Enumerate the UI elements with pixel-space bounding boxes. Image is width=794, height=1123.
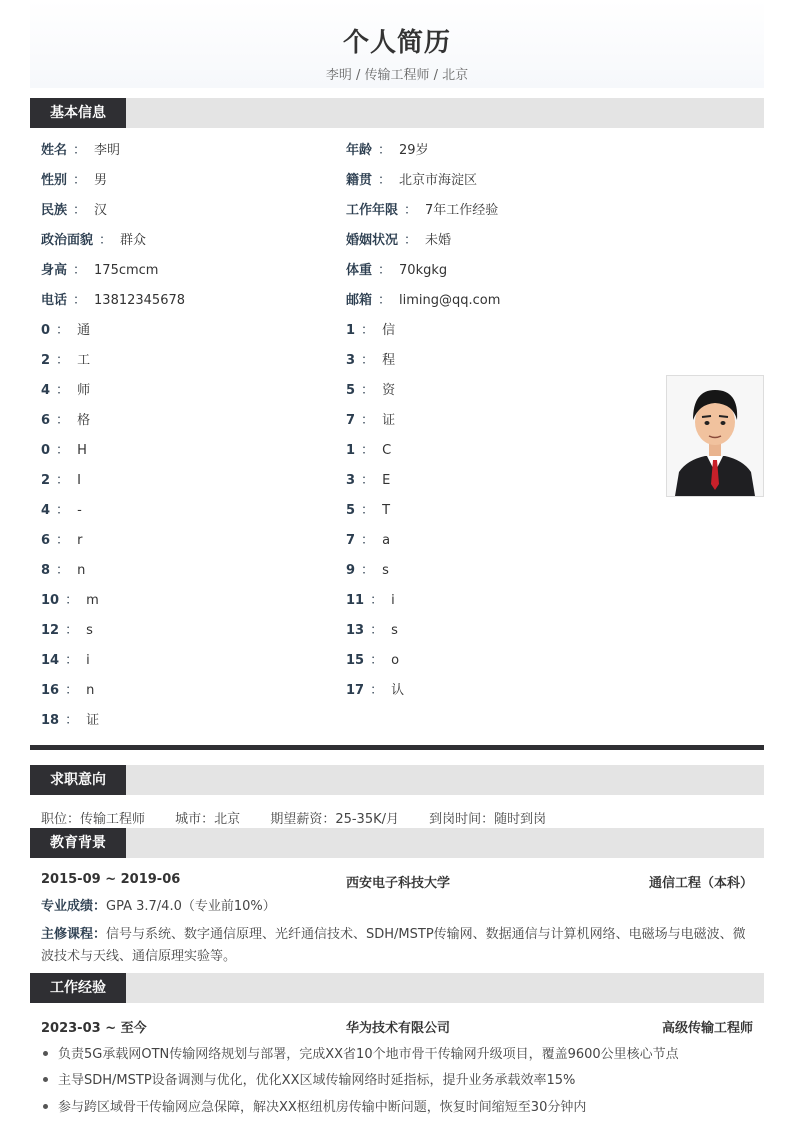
info-colon: ： bbox=[99, 233, 113, 248]
resume-header bbox=[30, 0, 764, 88]
info-row bbox=[346, 202, 498, 220]
info-row bbox=[346, 292, 500, 310]
section-job-intent bbox=[30, 765, 764, 795]
info-row bbox=[346, 142, 429, 160]
info-label: 17 bbox=[346, 683, 365, 698]
info-value: 7年工作经验 bbox=[425, 203, 499, 218]
info-value: 男 bbox=[94, 173, 108, 188]
info-row bbox=[41, 172, 107, 190]
info-label: 13 bbox=[346, 623, 365, 638]
info-label: 电话 bbox=[41, 293, 68, 308]
work-bullet-text: 参与跨区域骨干传输网应急保障，解决XX枢纽机房传输中断问题，恢复时间缩短至30分钟内 bbox=[58, 1100, 587, 1115]
info-row bbox=[346, 382, 395, 400]
education-school: 西安电子科技大学 bbox=[346, 876, 451, 891]
info-value: - bbox=[77, 503, 82, 518]
info-value: 认 bbox=[391, 683, 405, 698]
info-value: 师 bbox=[77, 383, 91, 398]
info-value: H bbox=[77, 443, 87, 458]
info-row bbox=[41, 202, 107, 220]
info-colon: ： bbox=[56, 413, 70, 428]
info-value: 工 bbox=[77, 353, 91, 368]
info-label: 7 bbox=[346, 413, 356, 428]
info-row bbox=[346, 622, 398, 640]
info-row bbox=[346, 172, 477, 190]
info-row bbox=[346, 532, 390, 550]
page-subtitle: 李明 / 传输工程师 / 北京 bbox=[325, 68, 469, 83]
info-colon: ： bbox=[378, 143, 392, 158]
info-value: 29岁 bbox=[399, 143, 429, 158]
info-value: 证 bbox=[382, 413, 396, 428]
info-colon: ： bbox=[370, 683, 384, 698]
info-row bbox=[346, 472, 390, 490]
info-label: 婚姻状况 bbox=[346, 233, 399, 248]
intent-arrival: 到岗时间：随时到岗 bbox=[429, 812, 547, 827]
info-colon: ： bbox=[378, 263, 392, 278]
info-label: 7 bbox=[346, 533, 356, 548]
info-value: 70kgkg bbox=[399, 263, 448, 278]
info-label: 籍贯 bbox=[346, 173, 373, 188]
avatar bbox=[666, 375, 764, 497]
work-period: 2023-03 ~ 至今 bbox=[41, 1021, 147, 1036]
info-label: 政治面貌 bbox=[41, 233, 94, 248]
section-basic-info bbox=[30, 98, 764, 128]
info-value: 资 bbox=[382, 383, 396, 398]
info-colon: ： bbox=[361, 533, 375, 548]
info-value: o bbox=[391, 653, 400, 668]
info-value: n bbox=[77, 563, 86, 578]
info-row bbox=[41, 142, 120, 160]
info-value: i bbox=[391, 593, 395, 608]
info-row bbox=[346, 352, 395, 370]
intent-salary: 期望薪资：25-35K/月 bbox=[270, 812, 399, 827]
info-row bbox=[346, 682, 404, 700]
bullet-dot-icon bbox=[43, 1104, 48, 1109]
info-colon: ： bbox=[361, 383, 375, 398]
work-company: 华为技术有限公司 bbox=[346, 1021, 451, 1036]
info-label: 10 bbox=[41, 593, 60, 608]
info-row bbox=[41, 412, 90, 430]
info-value: r bbox=[77, 533, 83, 548]
info-row bbox=[41, 382, 90, 400]
info-value: i bbox=[86, 653, 90, 668]
info-colon: ： bbox=[73, 293, 87, 308]
section-title: 求职意向 bbox=[30, 765, 126, 795]
info-colon: ： bbox=[65, 683, 79, 698]
info-label: 工作年限 bbox=[346, 203, 399, 218]
info-colon: ： bbox=[56, 533, 70, 548]
info-colon: ： bbox=[378, 173, 392, 188]
info-label: 6 bbox=[41, 413, 51, 428]
info-value: 李明 bbox=[94, 143, 121, 158]
info-row bbox=[41, 622, 93, 640]
info-row bbox=[41, 292, 185, 310]
score-label: 专业成绩： bbox=[41, 899, 107, 914]
education-major: 通信工程（本科） bbox=[648, 876, 753, 891]
info-colon: ： bbox=[56, 383, 70, 398]
info-label: 6 bbox=[41, 533, 51, 548]
info-label: 性别 bbox=[41, 173, 68, 188]
info-label: 1 bbox=[346, 323, 356, 338]
info-label: 3 bbox=[346, 353, 356, 368]
info-row bbox=[346, 412, 395, 430]
info-value: 程 bbox=[382, 353, 396, 368]
info-label: 9 bbox=[346, 563, 356, 578]
info-label: 5 bbox=[346, 503, 356, 518]
info-value: E bbox=[382, 473, 391, 488]
intent-city: 城市：北京 bbox=[175, 812, 241, 827]
section-divider bbox=[30, 745, 764, 750]
info-label: 1 bbox=[346, 443, 356, 458]
info-label: 12 bbox=[41, 623, 60, 638]
info-colon: ： bbox=[361, 353, 375, 368]
info-label: 15 bbox=[346, 653, 365, 668]
info-row bbox=[41, 442, 87, 460]
education-header-row bbox=[41, 872, 753, 891]
info-label: 2 bbox=[41, 473, 51, 488]
info-colon: ： bbox=[56, 323, 70, 338]
info-row bbox=[41, 352, 90, 370]
info-value: 175cmcm bbox=[94, 263, 159, 278]
info-colon: ： bbox=[361, 443, 375, 458]
info-row bbox=[41, 592, 99, 610]
info-row bbox=[346, 562, 389, 580]
work-bullet bbox=[41, 1069, 755, 1088]
info-colon: ： bbox=[65, 623, 79, 638]
intent-position: 职位：传输工程师 bbox=[41, 812, 146, 827]
info-colon: ： bbox=[404, 203, 418, 218]
info-colon: ： bbox=[56, 473, 70, 488]
info-label: 0 bbox=[41, 323, 51, 338]
info-row bbox=[41, 712, 99, 730]
avatar-icon bbox=[667, 376, 763, 496]
score-value: GPA 3.7/4.0（专业前10%） bbox=[106, 899, 276, 914]
info-row bbox=[41, 322, 90, 340]
info-value: 未婚 bbox=[425, 233, 452, 248]
info-colon: ： bbox=[361, 323, 375, 338]
page-title: 个人简历 bbox=[342, 28, 451, 58]
info-label: 16 bbox=[41, 683, 60, 698]
section-title: 教育背景 bbox=[30, 828, 126, 858]
info-row bbox=[41, 652, 90, 670]
info-row bbox=[346, 322, 395, 340]
info-label: 8 bbox=[41, 563, 51, 578]
info-row bbox=[41, 562, 85, 580]
info-label: 2 bbox=[41, 353, 51, 368]
job-intent-line bbox=[41, 808, 572, 827]
info-row bbox=[41, 472, 81, 490]
info-value: C bbox=[382, 443, 392, 458]
info-colon: ： bbox=[65, 593, 79, 608]
education-courses bbox=[41, 924, 755, 968]
info-colon: ： bbox=[370, 593, 384, 608]
info-colon: ： bbox=[361, 503, 375, 518]
info-value: 北京市海淀区 bbox=[399, 173, 478, 188]
info-colon: ： bbox=[73, 203, 87, 218]
info-row bbox=[41, 262, 158, 280]
info-colon: ： bbox=[361, 473, 375, 488]
work-title: 高级传输工程师 bbox=[661, 1021, 753, 1036]
info-label: 14 bbox=[41, 653, 60, 668]
courses-value: 信号与系统、数字通信原理、光纤通信技术、SDH/MSTP传输网、数据通信与计算机网络、电磁场与电磁波、微波技术与天线、通信原理实验等。 bbox=[41, 927, 746, 964]
info-value: n bbox=[86, 683, 95, 698]
info-value: 群众 bbox=[120, 233, 147, 248]
info-row bbox=[41, 502, 82, 520]
info-value: s bbox=[382, 563, 389, 578]
info-colon: ： bbox=[56, 353, 70, 368]
info-colon: ： bbox=[65, 713, 79, 728]
bullet-dot-icon bbox=[43, 1077, 48, 1082]
info-colon: ： bbox=[361, 413, 375, 428]
work-header-row bbox=[41, 1017, 753, 1036]
info-label: 身高 bbox=[41, 263, 68, 278]
info-value: 信 bbox=[382, 323, 396, 338]
info-label: 民族 bbox=[41, 203, 68, 218]
info-label: 4 bbox=[41, 503, 51, 518]
info-value: 汉 bbox=[94, 203, 108, 218]
info-row bbox=[41, 532, 82, 550]
info-colon: ： bbox=[378, 293, 392, 308]
info-value: 证 bbox=[86, 713, 100, 728]
info-label: 0 bbox=[41, 443, 51, 458]
info-label: 3 bbox=[346, 473, 356, 488]
info-value: 13812345678 bbox=[94, 293, 186, 308]
courses-label: 主修课程： bbox=[41, 927, 107, 942]
info-colon: ： bbox=[370, 653, 384, 668]
info-colon: ： bbox=[73, 143, 87, 158]
info-colon: ： bbox=[56, 563, 70, 578]
info-value: I bbox=[77, 473, 81, 488]
info-row bbox=[41, 232, 146, 250]
info-row bbox=[346, 442, 391, 460]
info-colon: ： bbox=[56, 443, 70, 458]
info-label: 年龄 bbox=[346, 143, 373, 158]
info-colon: ： bbox=[370, 623, 384, 638]
section-work-experience bbox=[30, 973, 764, 1003]
info-row bbox=[346, 232, 451, 250]
info-label: 18 bbox=[41, 713, 60, 728]
info-row bbox=[346, 502, 390, 520]
info-value: T bbox=[382, 503, 391, 518]
info-row bbox=[346, 652, 399, 670]
work-bullet bbox=[41, 1096, 755, 1115]
info-label: 4 bbox=[41, 383, 51, 398]
education-period: 2015-09 ~ 2019-06 bbox=[41, 872, 181, 887]
bullet-dot-icon bbox=[43, 1051, 48, 1056]
info-label: 5 bbox=[346, 383, 356, 398]
info-row bbox=[346, 592, 395, 610]
info-value: s bbox=[391, 623, 398, 638]
section-education bbox=[30, 828, 764, 858]
info-row bbox=[346, 262, 447, 280]
education-score bbox=[41, 896, 755, 918]
info-label: 体重 bbox=[346, 263, 373, 278]
section-title: 工作经验 bbox=[30, 973, 126, 1003]
info-value: a bbox=[382, 533, 391, 548]
info-colon: ： bbox=[404, 233, 418, 248]
info-colon: ： bbox=[73, 173, 87, 188]
info-value: 格 bbox=[77, 413, 91, 428]
info-value: s bbox=[86, 623, 93, 638]
section-title: 基本信息 bbox=[30, 98, 126, 128]
info-label: 11 bbox=[346, 593, 365, 608]
info-colon: ： bbox=[56, 503, 70, 518]
info-value: 通 bbox=[77, 323, 91, 338]
info-value: m bbox=[86, 593, 99, 608]
work-bullet bbox=[41, 1043, 755, 1062]
info-colon: ： bbox=[73, 263, 87, 278]
info-label: 姓名 bbox=[41, 143, 68, 158]
info-row bbox=[41, 682, 94, 700]
info-value: liming@qq.com bbox=[399, 293, 501, 308]
work-bullet-text: 主导SDH/MSTP设备调测与优化，优化XX区域传输网络时延指标，提升业务承载效率15% bbox=[58, 1073, 576, 1088]
info-label: 邮箱 bbox=[346, 293, 373, 308]
info-colon: ： bbox=[361, 563, 375, 578]
work-bullet-text: 负责5G承载网OTN传输网络规划与部署，完成XX省10个地市骨干传输网升级项目，覆盖9600公里核心节点 bbox=[58, 1047, 679, 1062]
info-colon: ： bbox=[65, 653, 79, 668]
